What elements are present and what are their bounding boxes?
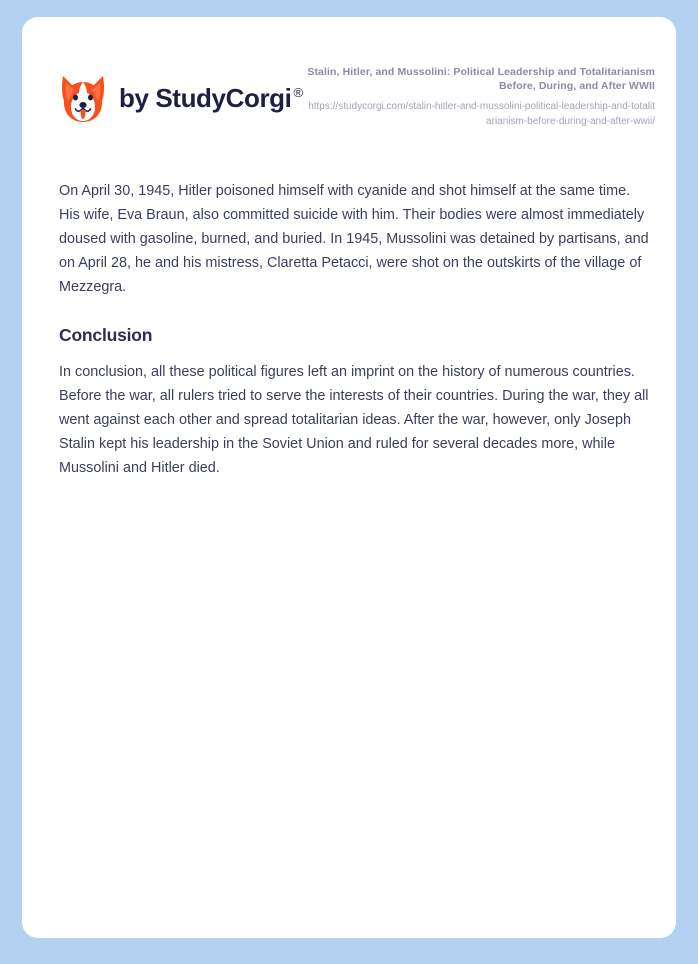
brand-wordmark [119,85,303,111]
document-page-card [22,17,676,938]
registered-trademark-icon: ® [293,85,303,101]
section-heading-conclusion: Conclusion [59,325,153,345]
brand-name-text: by StudyCorgi [119,83,292,113]
paragraph-conclusion: In conclusion, all these political figures left an imprint on the history of numerous countries. Before the war, all rulers tried to serve the interests of their countries. During the war, they all went against each other and spread totalitarian ideas. After the war, however, only Joseph Stalin kept his leadership in the Soviet Union and ruled for several decades more, while Mussolini and Hitler died. [59,364,649,476]
source-url-link[interactable]: https://studycorgi.com/stalin-hitler-and-mussolini-political-leadership-and-totalitarianism-before-during-and-after-wwii/ [308,101,655,127]
corgi-face-logo-icon [59,72,107,124]
document-header [22,17,676,135]
studycorgi-branding[interactable] [59,72,303,124]
paragraph-deaths: On April 30, 1945, Hitler poisoned himself with cyanide and shot himself at the same time. His wife, Eva Braun, also committed suicide with him. Their bodies were almost immediately doused with gasoline, burned, and buried. In 1945, Mussolini was detained by partisans, and on April 28, he and his mistress, Claretta Petacci, were shot on the outskirts of the village of Mezzegra. [59,183,649,295]
page-title: Stalin, Hitler, and Mussolini: Political Leadership and Totalitarianism Before, During, and After WWII [307,66,655,93]
document-body [59,179,653,480]
document-meta [305,65,655,129]
